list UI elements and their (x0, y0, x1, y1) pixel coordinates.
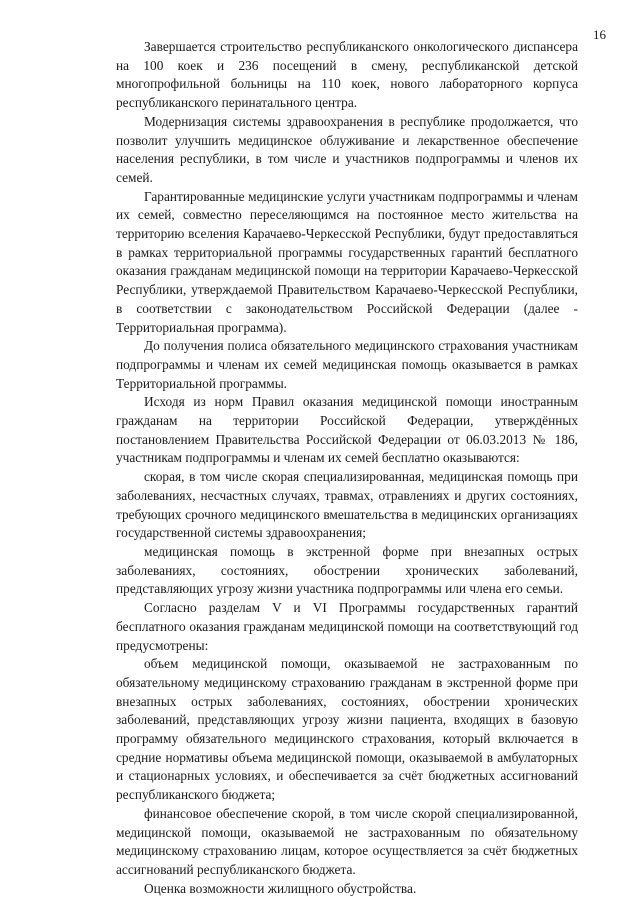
paragraph-construction: Завершается строительство республиканского онкологического диспансера на 100 коек и 236 посещений в смену, республиканской детской многопрофильной больницы на 110 коек, нового лабораторного корпуса республиканского перинатального центра. (116, 39, 578, 111)
paragraph-volume: объем медицинской помощи, оказываемой не застрахованным по обязательному медицинскому страхованию гражданам в экстренной форме при внезапных острых заболеваниях, состояниях, обострении хронических заболеваний, представляющих угрозу жизни пациента, входящих в базовую программу обязательного медицинского страхования, который включается в средние нормативы объема медицинской помощи, оказываемой в амбулаторных и стационарных условиях, и обеспечивается за счёт бюджетных ассигнований республиканского бюджета; (116, 656, 578, 803)
paragraph-housing: Оценка возможности жилищного обустройства. (144, 880, 417, 896)
document-body (116, 38, 578, 898)
page-number: 16 (593, 27, 606, 42)
paragraph-before-policy: До получения полиса обязательного медицинского страхования участникам подпрограммы и членам их семей медицинская помощь оказывается в рамках Территориальной программы. (116, 338, 578, 391)
paragraph-guaranteed-services: Гарантированные медицинские услуги участникам подпрограммы и членам их семей, совместно переселяющимся на постоянное место жительства на территорию вселения Карачаево-Черкесской Республики, будут предоставляться в рамках территориальной программы государственных гарантий бесплатного оказания гражданам медицинской помощи на территории Карачаево-Черкесской Республики, утверждаемой Правительством Карачаево-Черкесской Республики, в соответствии с законодательством Российской Федерации (далее - Территориальная программа). (116, 188, 578, 335)
paragraph-program-sections: Согласно разделам V и VI Программы государственных гарантий бесплатного оказания гражданам медицинской помощи на соответствующий год предусмотрены: (116, 600, 578, 653)
paragraph-urgent-care: медицинская помощь в экстренной форме при внезапных острых заболеваниях, состояниях, обострении хронических заболеваний, представляющих угрозу жизни участника подпрограммы или члена его семьи. (116, 543, 578, 597)
paragraph-emergency-care: скорая, в том числе скорая специализированная, медицинская помощь при заболеваниях, несчастных случаях, травмах, отравлениях и других состояниях, требующих срочного медицинского вмешательства в медицинских организациях государственной системы здравоохранения; (116, 469, 578, 541)
paragraph-modernization: Модернизация системы здравоохранения в республике продолжается, что позволит улучшить медицинское облуживание и лекарственное обеспечение населения республики, в том числе и участников подпрограммы и членов их семей. (116, 113, 578, 185)
paragraph-rules: Исходя из норм Правил оказания медицинской помощи иностранным гражданам на территории Российской Федерации, утверждённых постановлением Правительства Российской Федерации от 06.03.2013 № 186, участникам подпрограммы и членам их семей бесплатно оказываются: (116, 394, 578, 466)
paragraph-financing: финансовое обеспечение скорой, в том числе скорой специализированной, медицинской помощи, оказываемой не застрахованным по обязательному медицинскому страхованию лицам, которое осуществляется за счёт бюджетных ассигнований республиканского бюджета. (116, 805, 578, 877)
